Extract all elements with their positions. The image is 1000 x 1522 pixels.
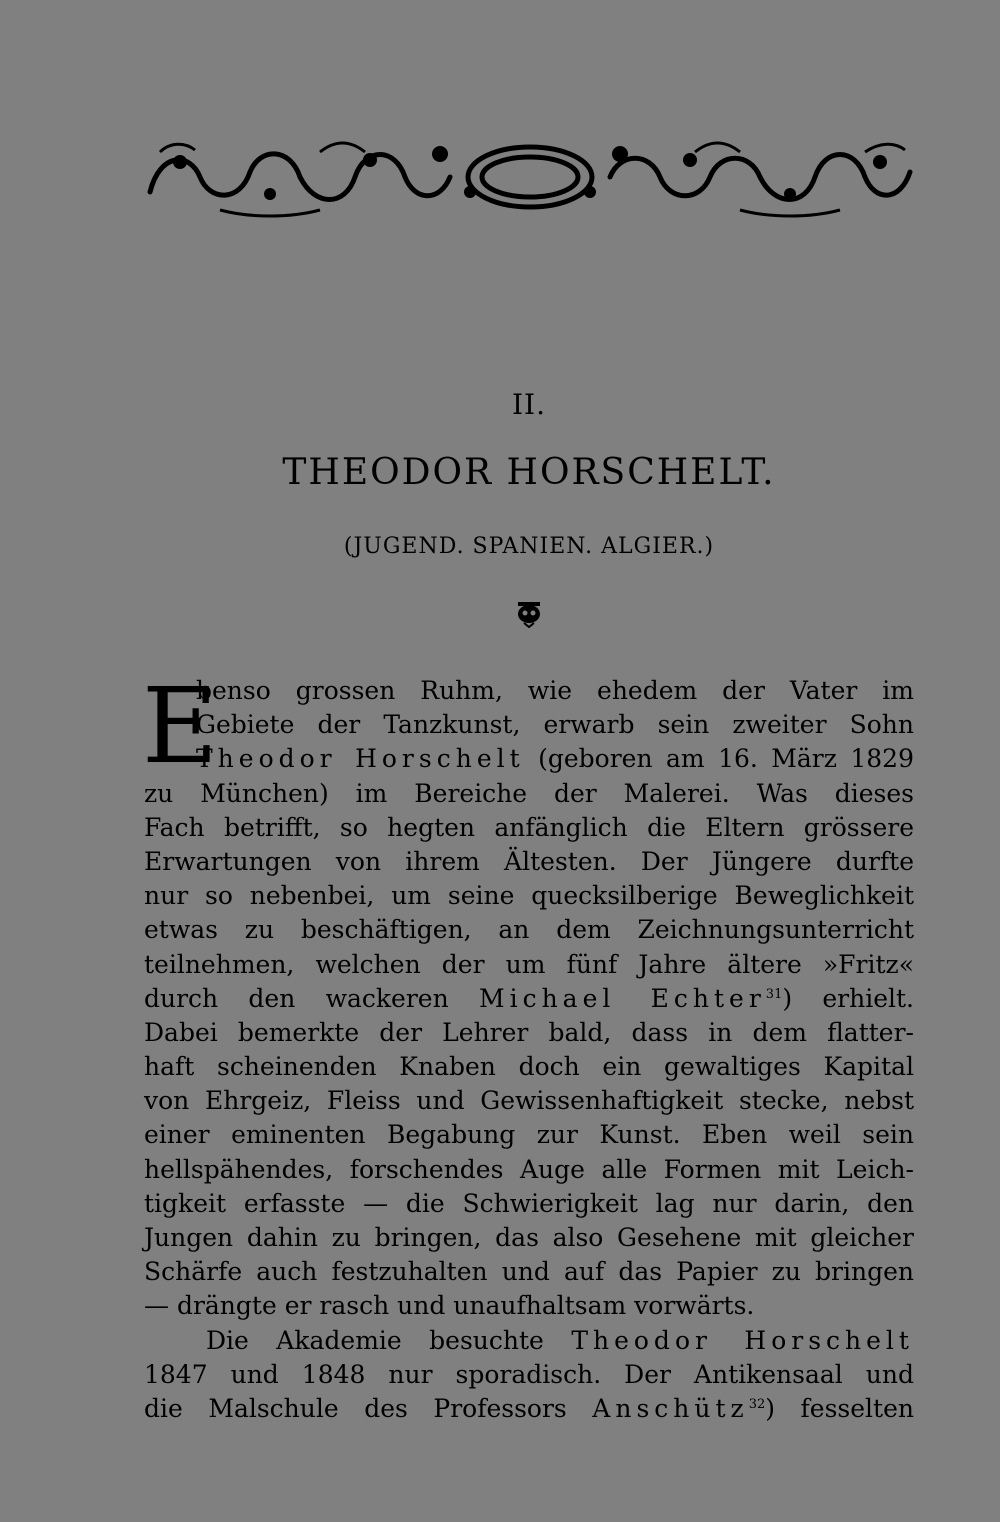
person-name: Anschütz bbox=[592, 1393, 749, 1423]
body-text bbox=[142, 665, 914, 1426]
person-name: Michael Echter bbox=[478, 983, 766, 1013]
text-line: tigkeit erfasste — die Schwierigkeit lag nur darin, den bbox=[144, 1188, 914, 1218]
text-line: benso grossen Ruhm, wie ehedem der Vater im bbox=[196, 676, 914, 705]
fleuron-ornament-icon bbox=[512, 596, 546, 628]
chapter-subtitle: (JUGEND. SPANIEN. ALGIER.) bbox=[343, 534, 715, 559]
text-line: haft scheinenden Knaben doch ein gewaltiges Kapital bbox=[144, 1052, 914, 1082]
footnote-ref: 32 bbox=[748, 1396, 766, 1412]
text-line: Erwartungen von ihrem Ältesten. Der Jüngere durfte bbox=[144, 846, 914, 876]
chapter-title: THEODOR HORSCHELT. bbox=[282, 452, 776, 493]
text-line: die Malschule des Professors Anschütz$^{32}$) fesselten bbox=[144, 1393, 914, 1423]
text-line: einer eminenten Begabung zur Kunst. Eben weil sein bbox=[144, 1120, 914, 1150]
text-line: durch den wackeren Michael Echter$^{31}$) erhielt. bbox=[144, 983, 914, 1013]
footnote-ref: 31 bbox=[765, 986, 783, 1002]
text-line: Dabei bemerkte der Lehrer bald, dass in dem flatter- bbox=[144, 1017, 914, 1047]
text-line: zu München) im Bereiche der Malerei. Was dieses bbox=[144, 778, 914, 808]
text-line: Die Akademie besuchte Theodor Horschelt bbox=[206, 1325, 914, 1355]
text-line: hellspähendes, forschendes Auge alle Formen mit Leich- bbox=[144, 1154, 914, 1184]
text-line: nur so nebenbei, um seine quecksilberige Beweglichkeit bbox=[144, 881, 914, 911]
drop-cap: E bbox=[142, 665, 218, 787]
text-line: 1847 und 1848 nur sporadisch. Der Antikensaal und bbox=[144, 1359, 914, 1389]
text-line: Theodor Horschelt (geboren am 16. März 1829 bbox=[196, 744, 914, 774]
person-name: Theodor Horschelt bbox=[571, 1325, 914, 1355]
text-line: Jungen dahin zu bringen, das also Gesehene mit gleicher bbox=[144, 1223, 914, 1252]
text-line: Gebiete der Tanzkunst, erwarb sein zweiter Sohn bbox=[196, 710, 914, 740]
decorative-ornament-border bbox=[140, 132, 920, 222]
text-line: Fach betrifft, so hegten anfänglich die Eltern grössere bbox=[144, 812, 914, 842]
text-line: Schärfe auch festzuhalten und auf das Papier zu bringen bbox=[144, 1257, 914, 1287]
text-line: etwas zu beschäftigen, an dem Zeichnungsunterricht bbox=[144, 915, 914, 945]
person-name: Theodor Horschelt bbox=[196, 744, 525, 774]
text-line: von Ehrgeiz, Fleiss und Gewissenhaftigkeit stecke, nebst bbox=[144, 1086, 914, 1116]
text-line: — drängte er rasch und unaufhaltsam vorwärts. bbox=[144, 1291, 755, 1321]
text-line: teilnehmen, welchen der um fünf Jahre ältere »Fritz« bbox=[144, 949, 914, 979]
chapter-number: II. bbox=[511, 388, 547, 421]
